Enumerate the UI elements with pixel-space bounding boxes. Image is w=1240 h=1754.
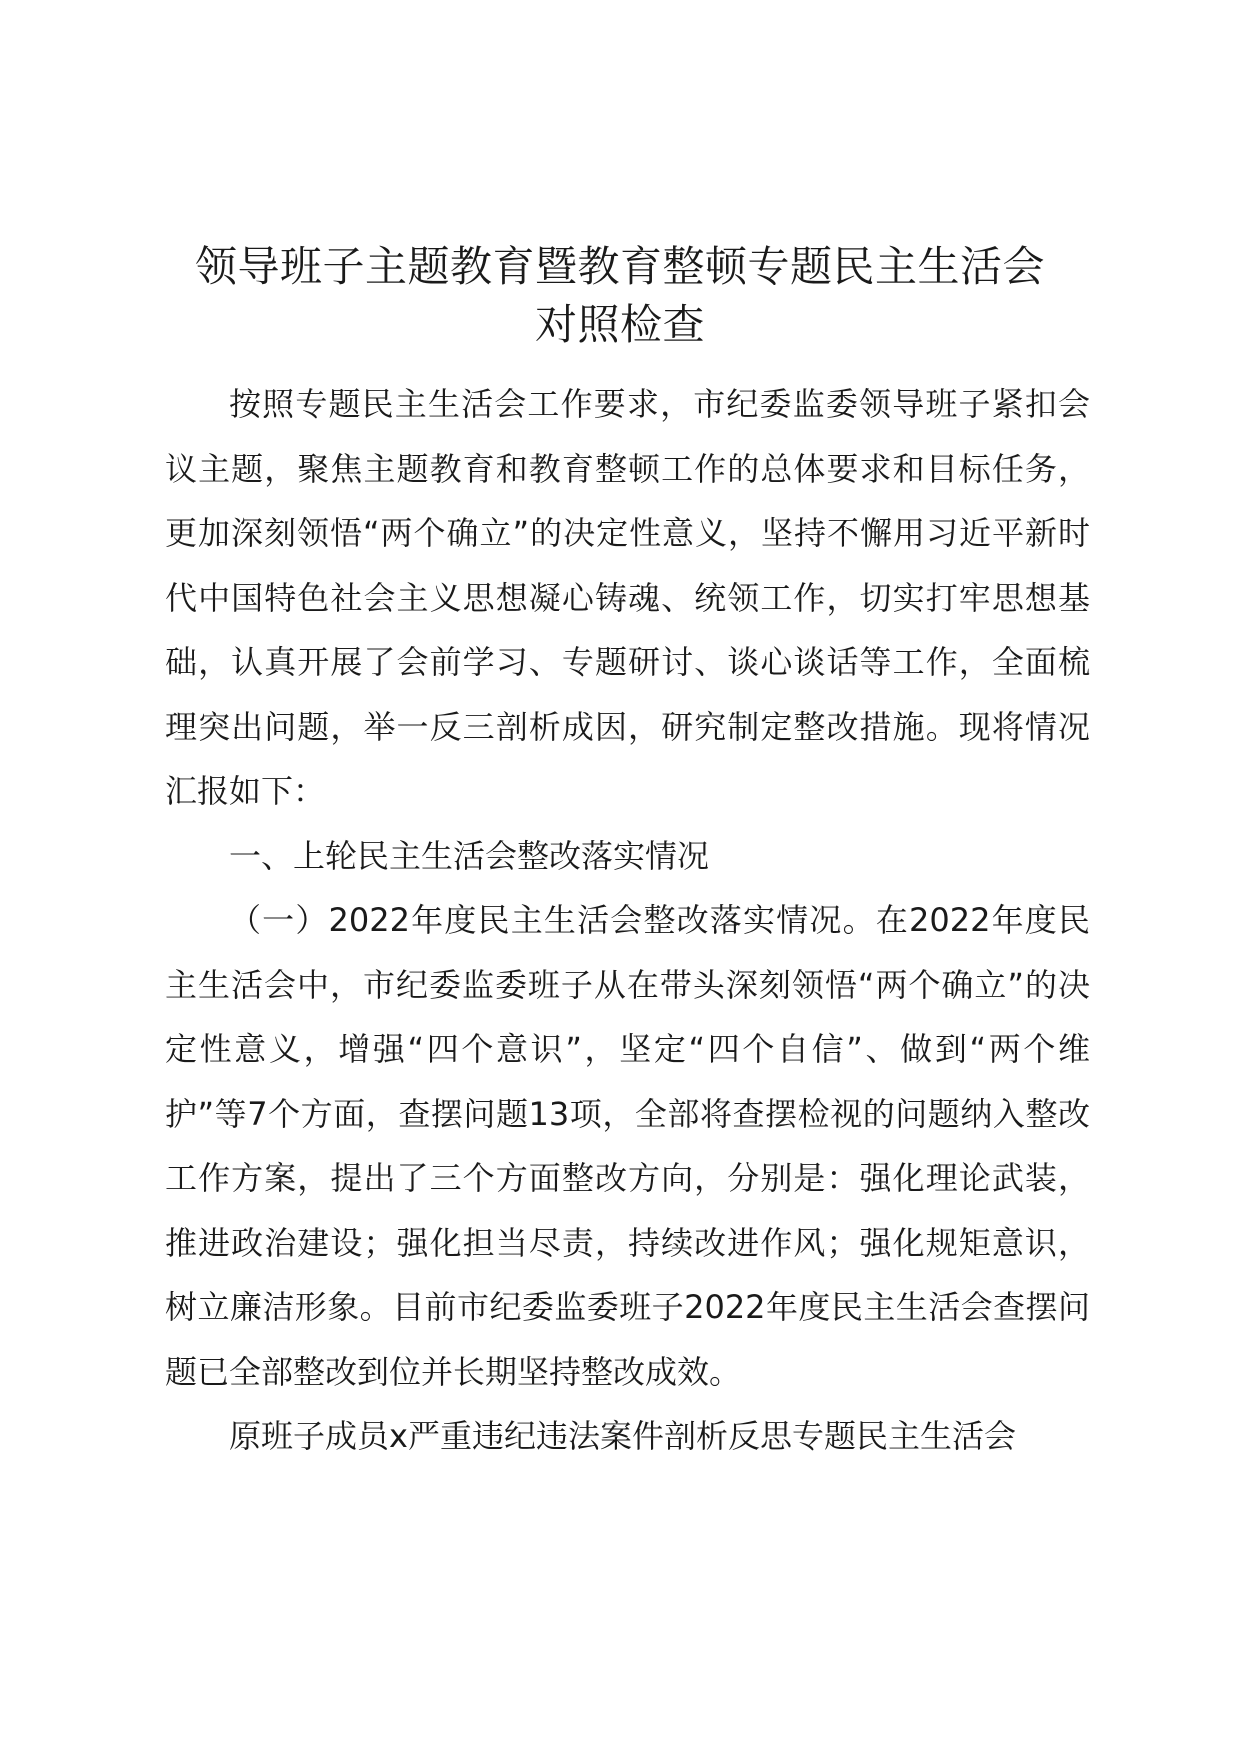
document-body: [165, 372, 1090, 1469]
title-line-2: 对照检查: [534, 300, 705, 349]
section-paragraph: （一）2022年度民主生活会整改落实情况。在2022年度民主生活会中，市纪委监委班子从在带头深刻领悟“两个确立”的决定性意义，增强“四个意识”，坚定“四个自信”、做到“两个维护”等7个方面，查摆问题13项，全部将查摆检视的问题纳入整改工作方案，提出了三个方面整改方向，分别是：强化理论武装，推进政治建设；强化担当尽责，持续改进作风；强化规矩意识，树立廉洁形象。目前市纪委监委班子2022年度民主生活会查摆问题已全部整改到位并长期坚持整改成效。: [165, 901, 1090, 1391]
title-line-1: 领导班子主题教育暨教育整顿专题民主生活会: [194, 242, 1045, 291]
intro-paragraph: 按照专题民主生活会工作要求，市纪委监委领导班子紧扣会议主题，聚焦主题教育和教育整顿工作的总体要求和目标任务，更加深刻领悟“两个确立”的决定性意义，坚持不懈用习近平新时代中国特色社会主义思想凝心铸魂、统领工作，切实打牢思想基础，认真开展了会前学习、专题研讨、谈心谈话等工作，全面梳理突出问题，举一反三剖析成因，研究制定整改措施。现将情况汇报如下：: [165, 385, 1090, 810]
section-paragraph-continued: 原班子成员x严重违纪违法案件剖析反思专题民主生活会: [229, 1417, 1016, 1455]
document-title: [160, 238, 1080, 354]
section-heading: 一、上轮民主生活会整改落实情况: [229, 836, 710, 875]
